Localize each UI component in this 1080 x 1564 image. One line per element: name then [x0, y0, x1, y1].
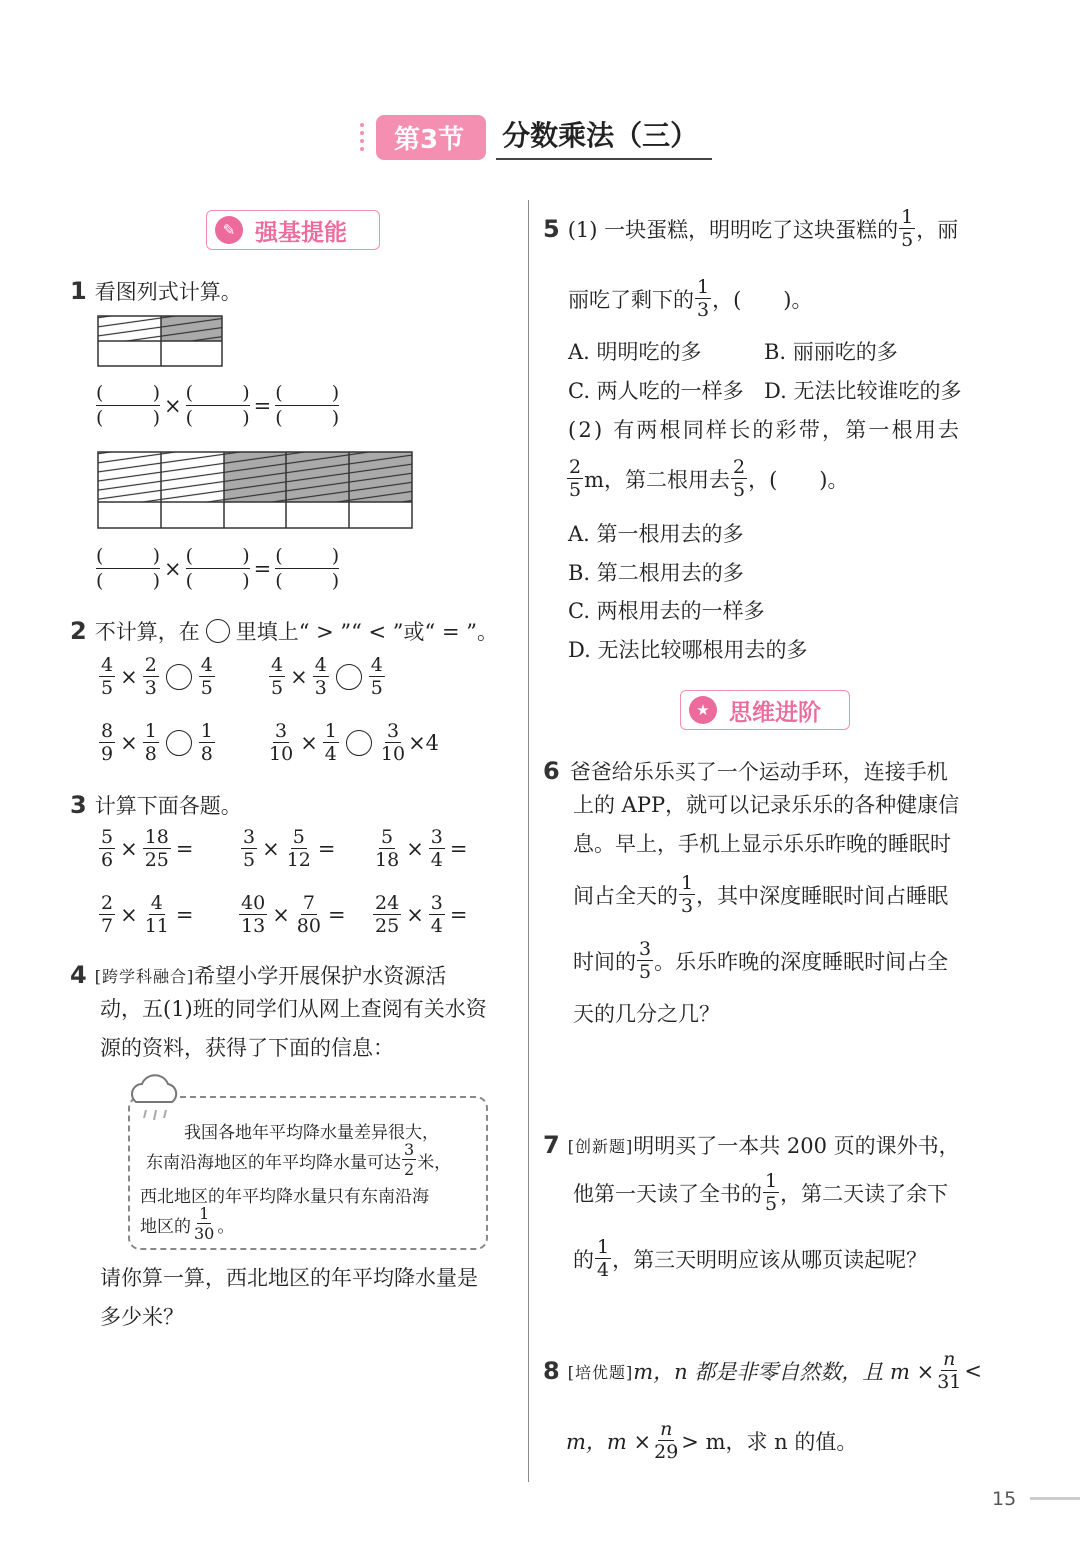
blank-fraction[interactable]: ( ) ( ) [185, 545, 250, 592]
title-decoration [360, 123, 370, 151]
question-text: 明明买了一本共 200 页的课外书， [633, 1134, 960, 1158]
question-text: m，m × $\frac{n}{29}$ > m，求 n 的值。 [566, 1418, 858, 1463]
calc-item: $\frac{5}{18}$ × $\frac{3}{4}$ = [375, 826, 468, 871]
question-5: 5 (1) 一块蛋糕，明明吃了这块蛋糕的 1 5 ，丽 [543, 206, 959, 251]
blank-fraction[interactable]: ( ) ( ) [96, 382, 160, 429]
page-title: 分数乘法（三） [496, 114, 712, 160]
page-number-bar [1030, 1497, 1080, 1500]
blank-fraction[interactable]: ( ) ( ) [275, 545, 340, 592]
blank-fraction[interactable]: ( ) ( ) [275, 382, 340, 429]
question-text: m，n 都是非零自然数，且 m × [633, 1360, 935, 1384]
header-label: 强基提能 [255, 219, 347, 246]
answer-circle[interactable] [166, 664, 192, 690]
question-text: 源的资料，获得了下面的信息： [100, 1036, 394, 1060]
question-text: 他第一天读了全书的 1 5 ，第二天读了余下 [573, 1170, 949, 1215]
calc-item: $\frac{40}{13}$ × $\frac{7}{80}$ = [241, 892, 346, 937]
question-number: 2 [70, 617, 87, 645]
question-number: 3 [70, 791, 87, 819]
question-text: 丽吃了剩下的 1 3 ，( )。 [568, 276, 813, 321]
option-b[interactable]: B. 第二根用去的多 [568, 561, 744, 585]
blank-equation-1: ( ) ( ) × ( ) ( ) = ( ) ( ) [96, 382, 340, 429]
option-c[interactable]: C. 两根用去的一样多 [568, 599, 765, 623]
calc-item: $\frac{24}{25}$ × $\frac{3}{4}$ = [375, 892, 468, 937]
question-text: 多少米？ [100, 1305, 184, 1329]
page-number: 15 [992, 1488, 1017, 1510]
calc-item: $\frac{2}{7}$ × $\frac{4}{11}$ = [101, 892, 194, 937]
answer-circle[interactable] [346, 730, 372, 756]
question-number: 5 [543, 215, 560, 243]
question-text: 爸爸给乐乐买了一个运动手环，连接手机 [569, 760, 948, 784]
question-1 [70, 276, 242, 306]
pencil-icon: ✎ [215, 216, 243, 244]
compare-item: $\frac{4}{5}$ × $\frac{4}{3}$ 4 5 [271, 654, 383, 699]
calc-item: $\frac{3}{5}$ × $\frac{5}{12}$ = [243, 826, 336, 871]
section-badge: 第3节 [376, 115, 486, 160]
info-text: 我国各地年平均降水量差异很大， [184, 1123, 439, 1143]
figure-1 [96, 314, 226, 368]
answer-circle[interactable] [336, 664, 362, 690]
rain-cloud-icon [126, 1070, 184, 1134]
question-text: 看图列式计算。 [94, 280, 242, 304]
question-tag: [培优题] [567, 1362, 634, 1382]
question-text: 2 5 m，第二根用去 2 5 ，( )。 [569, 456, 849, 501]
question-text: 息。早上，手机上显示乐乐昨晚的睡眠时 [573, 832, 951, 856]
section-header-basic [206, 210, 380, 250]
column-divider [528, 200, 529, 1482]
question-tag: [跨学科融合] [94, 966, 195, 986]
section-title [360, 114, 712, 160]
question-2 [70, 616, 498, 646]
calc-item: $\frac{5}{6}$ × $\frac{18}{25}$ = [101, 826, 194, 871]
question-text: 间占全天的 1 3 ，其中深度睡眠时间占睡眠 [573, 872, 949, 917]
option-d[interactable]: D. 无法比较谁吃的多 [764, 379, 962, 403]
question-number: 7 [543, 1131, 560, 1159]
question-text: 动，五(1)班的同学们从网上查阅有关水资 [100, 997, 487, 1021]
option-a[interactable]: A. 第一根用去的多 [568, 522, 744, 546]
question-text: 不计算，在 [94, 620, 200, 644]
question-text: 计算下面各题。 [94, 794, 242, 818]
shaded-part [98, 316, 161, 341]
circle-icon [206, 619, 230, 643]
blank-equation-2: ( ) ( ) × ( ) ( ) = ( ) ( ) [96, 545, 340, 592]
question-number: 8 [543, 1357, 560, 1385]
question-number: 6 [543, 757, 560, 785]
answer-circle[interactable] [166, 730, 192, 756]
option-a[interactable]: A. 明明吃的多 [568, 340, 702, 364]
blank-fraction[interactable]: ( ) ( ) [96, 545, 160, 592]
info-text: 西北地区的年平均降水量只有东南沿海 [140, 1187, 429, 1207]
question-text: 时间的 3 5 。乐乐昨晚的深度睡眠时间占全 [573, 938, 949, 983]
question-6 [543, 756, 948, 786]
medal-icon: ★ [689, 696, 717, 724]
info-text: 东南沿海地区的年平均降水量可达 3 2 米， [146, 1140, 452, 1179]
question-8: 8 [培优题] m，n 都是非零自然数，且 m × $\frac{n}{31}$ < [543, 1348, 982, 1393]
question-number: 1 [70, 277, 87, 305]
question-4 [70, 960, 446, 990]
compare-item: $\frac{3}{10}$ × $\frac{1}{4}$ $\frac{3}{10}$ ×4 [269, 720, 440, 765]
figure-2 [96, 450, 416, 532]
section-header-advanced [680, 690, 850, 730]
question-text: 的 1 4 ，第三天明明应该从哪页读起呢？ [573, 1236, 928, 1281]
question-text: 请你算一算，西北地区的年平均降水量是 [100, 1266, 478, 1290]
blank-fraction[interactable]: ( ) ( ) [185, 382, 250, 429]
info-text: 地区的 1 30 。 [140, 1204, 235, 1243]
compare-item: $\frac{8}{9}$ × $\frac{1}{8}$ 1 8 [101, 720, 213, 765]
question-text: 上的 APP，就可以记录乐乐的各种健康信 [573, 793, 960, 817]
question-text: 希望小学开展保护水资源活 [194, 964, 447, 988]
question-3 [70, 790, 242, 820]
option-d[interactable]: D. 无法比较哪根用去的多 [568, 638, 808, 662]
option-c[interactable]: C. 两人吃的一样多 [568, 379, 744, 403]
question-7 [543, 1130, 960, 1160]
question-text: 天的几分之几？ [573, 1002, 720, 1026]
question-number: 4 [70, 961, 87, 989]
question-text: (2) 有两根同样长的彩带，第一根用去 [568, 418, 962, 442]
header-label: 思维进阶 [729, 699, 821, 726]
shaded-part [98, 452, 412, 502]
compare-item: $\frac{4}{5}$ × $\frac{2}{3}$ 4 5 [101, 654, 213, 699]
question-text: 里填上“ > ”“ < ”或“ = ”。 [235, 620, 498, 644]
question-tag: [创新题] [567, 1136, 634, 1156]
option-b[interactable]: B. 丽丽吃的多 [764, 340, 898, 364]
